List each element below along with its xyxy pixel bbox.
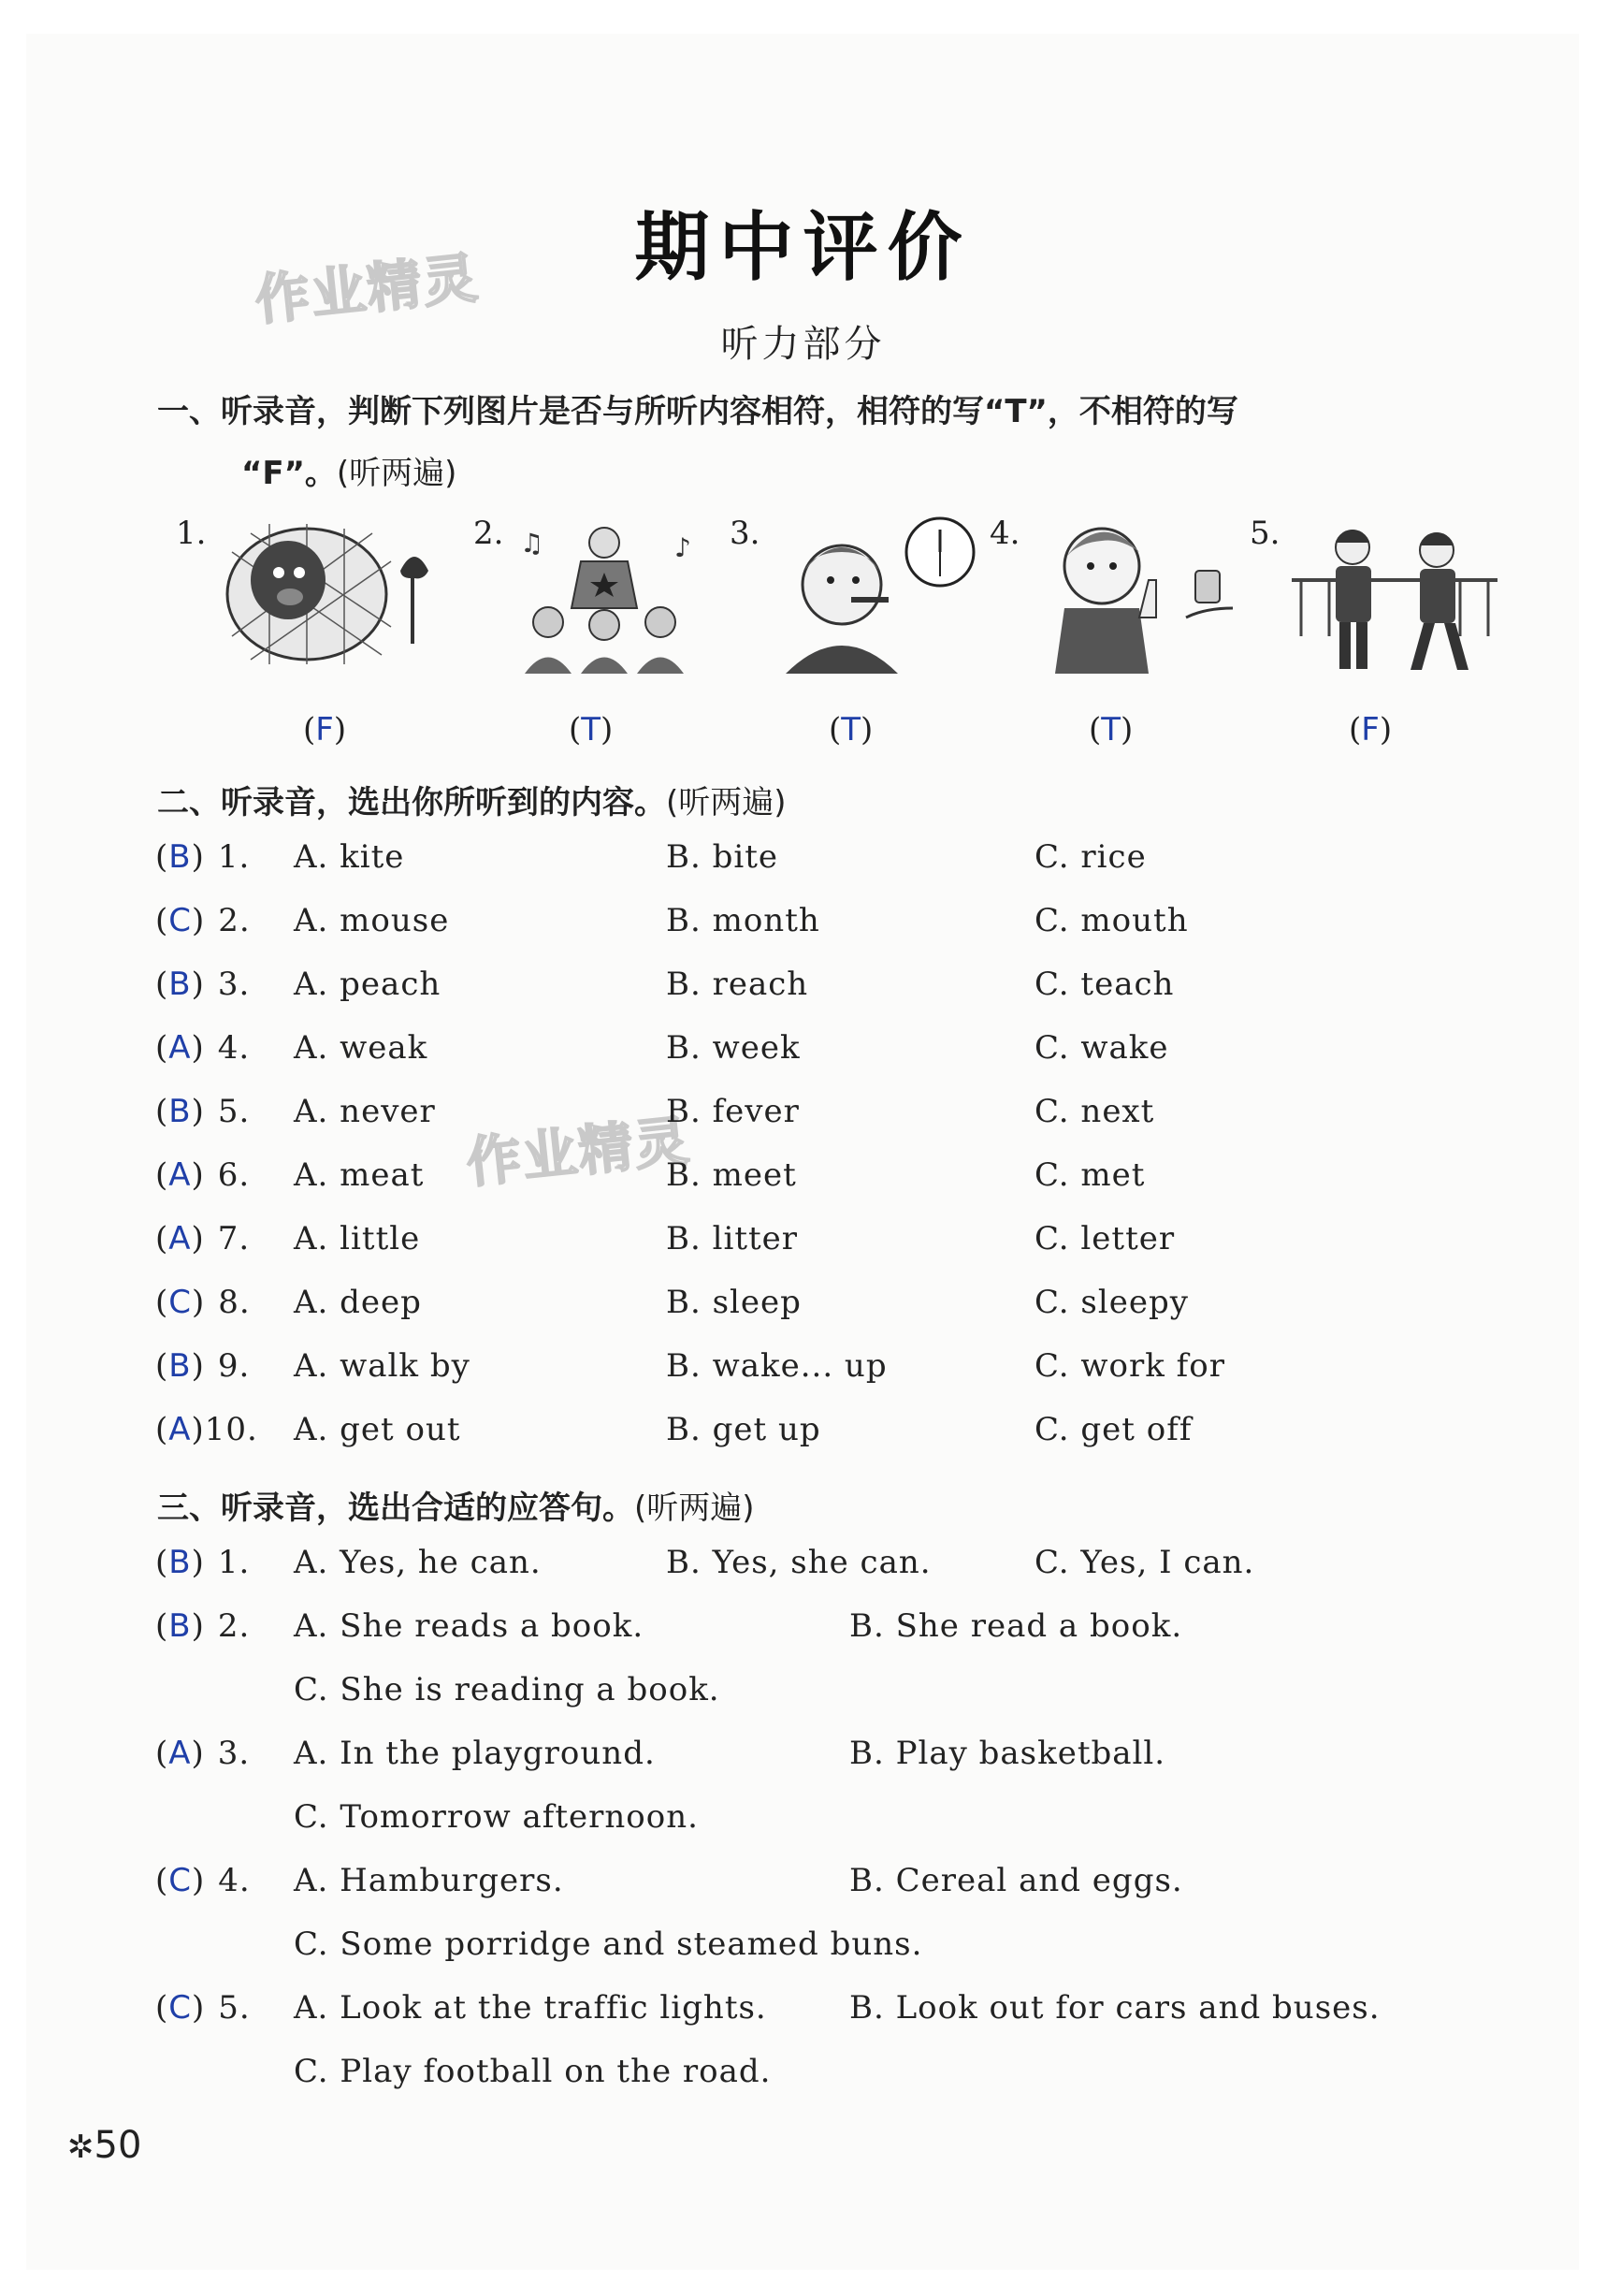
page-title: 期中评价 bbox=[634, 204, 972, 291]
option-a: A. get out bbox=[294, 1411, 461, 1448]
option-a: A. deep bbox=[294, 1284, 422, 1321]
option-c: C. mouth bbox=[1034, 902, 1189, 939]
option-b: B. She read a book. bbox=[849, 1607, 1183, 1645]
option-b: B. get up bbox=[666, 1411, 821, 1448]
section-1-heading-text: 一、听录音，判断下列图片是否与所听内容相符，相符的写“T”，不相符的写 bbox=[157, 393, 1238, 430]
answer-mark: C bbox=[168, 902, 193, 939]
response-row: (B) 2. bbox=[155, 1607, 251, 1645]
watermark: 作业精灵 bbox=[252, 245, 483, 333]
picture-row bbox=[159, 515, 1506, 683]
option-b: B. sleep bbox=[666, 1284, 802, 1321]
answer-mark: A bbox=[168, 1029, 192, 1067]
question-number: 3. bbox=[217, 966, 251, 1003]
svg-text:♪: ♪ bbox=[674, 532, 691, 563]
judge-answer-2: (T) bbox=[569, 711, 614, 748]
question-number: 5. bbox=[217, 1093, 251, 1130]
choice-row: (C) 2. bbox=[155, 902, 251, 939]
question-number: 1. bbox=[217, 1544, 251, 1581]
picture-number: 4. bbox=[990, 515, 1020, 552]
option-c: C. sleepy bbox=[1034, 1284, 1189, 1321]
page-number bbox=[67, 2124, 141, 2167]
section-1-heading-cont bbox=[241, 447, 456, 493]
option-a: A. little bbox=[294, 1220, 421, 1257]
question-number: 6. bbox=[217, 1156, 251, 1194]
picture-number: 3. bbox=[730, 515, 760, 552]
option-a: A. She reads a book. bbox=[294, 1607, 644, 1645]
question-number: 2. bbox=[218, 902, 251, 939]
picture-4 bbox=[990, 515, 1214, 683]
option-c: C. teach bbox=[1034, 966, 1175, 1003]
answer-mark: A bbox=[168, 1156, 192, 1194]
section-3-note: (听两遍) bbox=[634, 1489, 755, 1527]
page-number-text: 50 bbox=[94, 2124, 142, 2167]
answer-mark: T bbox=[581, 711, 601, 748]
question-number: 10. bbox=[204, 1411, 258, 1448]
answer-mark: B bbox=[168, 1544, 192, 1581]
svg-text:♫: ♫ bbox=[520, 528, 544, 559]
response-row: (B) 1. bbox=[155, 1544, 251, 1581]
option-a: A. never bbox=[294, 1093, 436, 1130]
option-a: A. mouse bbox=[294, 902, 450, 939]
boy-refusing-drink-icon bbox=[1027, 515, 1242, 674]
option-b: B. wake... up bbox=[666, 1347, 888, 1385]
choice-row: (A) 7. bbox=[155, 1220, 251, 1257]
answer-mark: A bbox=[168, 1735, 192, 1772]
noisy-singer-icon bbox=[511, 515, 698, 674]
response-row: (C) 4. bbox=[155, 1862, 251, 1899]
option-b: B. Play basketball. bbox=[849, 1735, 1166, 1772]
answer-mark: F bbox=[1361, 711, 1380, 748]
answer-mark: B bbox=[168, 1347, 192, 1385]
picture-number: 5. bbox=[1250, 515, 1280, 552]
choice-row: (B) 5. bbox=[155, 1093, 251, 1130]
section-3-heading bbox=[157, 1482, 755, 1528]
choice-row: (C) 8. bbox=[155, 1284, 251, 1321]
question-number: 7. bbox=[217, 1220, 251, 1257]
option-b: B. fever bbox=[666, 1093, 800, 1130]
section-1-note: (听两遍) bbox=[336, 455, 457, 492]
watermark: 作业精灵 bbox=[463, 1108, 694, 1196]
answer-mark: A bbox=[168, 1220, 192, 1257]
option-a: A. Hamburgers. bbox=[294, 1862, 564, 1899]
section-1-heading bbox=[157, 385, 1238, 431]
option-c: C. get off bbox=[1034, 1411, 1193, 1448]
answer-mark: B bbox=[168, 1093, 192, 1130]
page-subtitle: 听力部分 bbox=[720, 323, 886, 366]
option-b: B. bite bbox=[666, 838, 779, 876]
picture-2 bbox=[473, 515, 698, 683]
question-number: 1. bbox=[217, 838, 251, 876]
option-c: C. Yes, I can. bbox=[1034, 1544, 1255, 1581]
response-row: (A) 3. bbox=[155, 1735, 251, 1772]
question-number: 4. bbox=[217, 1029, 251, 1067]
question-number: 2. bbox=[217, 1607, 251, 1645]
option-b: B. meet bbox=[666, 1156, 797, 1194]
judge-answer-3: (T) bbox=[829, 711, 874, 748]
option-c: C. wake bbox=[1034, 1029, 1169, 1067]
picture-number: 2. bbox=[473, 515, 504, 552]
question-number: 3. bbox=[217, 1735, 251, 1772]
answer-mark: B bbox=[168, 966, 192, 1003]
answer-mark: A bbox=[168, 1411, 192, 1448]
section-2-note: (听两遍) bbox=[666, 784, 787, 821]
choice-row: (B) 3. bbox=[155, 966, 251, 1003]
option-a: A. In the playground. bbox=[294, 1735, 656, 1772]
judge-answer-4: (T) bbox=[1089, 711, 1134, 748]
response-row: (C) 5. bbox=[155, 1989, 251, 2027]
option-c: C. Tomorrow afternoon. bbox=[294, 1798, 699, 1836]
option-a: A. weak bbox=[294, 1029, 428, 1067]
boy-brushing-teeth-icon bbox=[767, 515, 982, 674]
lion-in-net-icon bbox=[213, 515, 447, 674]
option-c: C. met bbox=[1034, 1156, 1146, 1194]
option-a: A. peach bbox=[294, 966, 441, 1003]
choice-row: (B) 1. bbox=[155, 838, 251, 876]
flower-icon: ✲ bbox=[67, 2129, 94, 2166]
option-a: A. Look at the traffic lights. bbox=[294, 1989, 767, 2027]
option-b: B. week bbox=[666, 1029, 801, 1067]
answer-mark: T bbox=[1101, 711, 1121, 748]
option-b: B. reach bbox=[666, 966, 809, 1003]
option-a: A. meat bbox=[294, 1156, 425, 1194]
answer-mark: F bbox=[315, 711, 334, 748]
option-c: C. letter bbox=[1034, 1220, 1176, 1257]
option-a: A. kite bbox=[294, 838, 405, 876]
question-number: 4. bbox=[218, 1862, 251, 1899]
option-c: C. work for bbox=[1034, 1347, 1225, 1385]
option-c: C. next bbox=[1034, 1093, 1155, 1130]
answer-mark: B bbox=[168, 838, 192, 876]
answer-mark: C bbox=[168, 1284, 193, 1321]
option-b: B. litter bbox=[666, 1220, 799, 1257]
answer-mark: T bbox=[841, 711, 861, 748]
judge-answer-5: (F) bbox=[1349, 711, 1393, 748]
option-b: B. Cereal and eggs. bbox=[849, 1862, 1183, 1899]
section-2-heading bbox=[157, 777, 787, 822]
picture-number: 1. bbox=[176, 515, 207, 552]
option-c: C. She is reading a book. bbox=[294, 1671, 720, 1708]
option-a: A. walk by bbox=[294, 1347, 470, 1385]
option-b: B. Yes, she can. bbox=[666, 1544, 932, 1581]
judge-answer-1: (F) bbox=[303, 711, 347, 748]
question-number: 9. bbox=[217, 1347, 251, 1385]
choice-row: (A) 6. bbox=[155, 1156, 251, 1194]
choice-row: (A)10. bbox=[155, 1411, 258, 1448]
picture-5 bbox=[1250, 515, 1474, 683]
choice-row: (B) 9. bbox=[155, 1347, 251, 1385]
picture-3 bbox=[730, 515, 954, 683]
two-boys-walking-icon bbox=[1287, 515, 1502, 674]
option-c: C. Play football on the road. bbox=[294, 2053, 772, 2090]
question-number: 5. bbox=[218, 1989, 251, 2027]
section-1-heading-cont-text: “F”。 bbox=[241, 455, 337, 492]
option-c: C. rice bbox=[1034, 838, 1147, 876]
option-b: B. Look out for cars and buses. bbox=[849, 1989, 1381, 2027]
option-b: B. month bbox=[666, 902, 820, 939]
option-a: A. Yes, he can. bbox=[294, 1544, 542, 1581]
picture-1 bbox=[176, 515, 400, 683]
option-c: C. Some porridge and steamed buns. bbox=[294, 1925, 923, 1963]
answer-mark: B bbox=[168, 1607, 192, 1645]
choice-row: (A) 4. bbox=[155, 1029, 251, 1067]
answer-mark: C bbox=[168, 1989, 193, 2027]
section-3-heading-text: 三、听录音，选出合适的应答句。 bbox=[157, 1489, 634, 1527]
section-2-heading-text: 二、听录音，选出你所听到的内容。 bbox=[157, 784, 666, 821]
answer-mark: C bbox=[168, 1862, 193, 1899]
question-number: 8. bbox=[218, 1284, 251, 1321]
